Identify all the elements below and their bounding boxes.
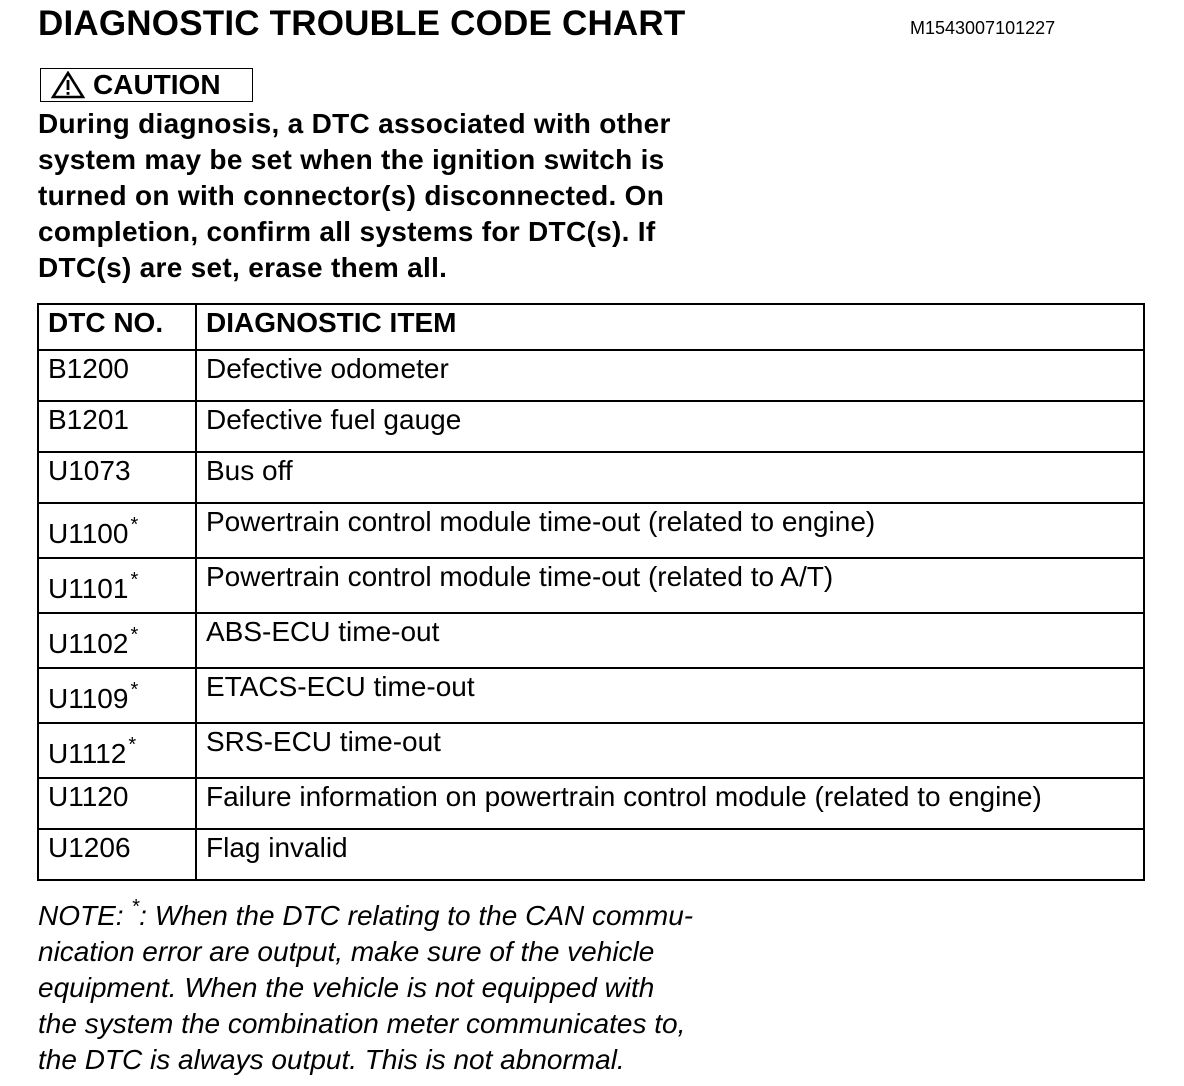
asterisk-mark: * — [130, 514, 139, 536]
table-row — [38, 613, 1144, 668]
table-row — [38, 350, 1144, 401]
dtc-code: U1073 — [38, 452, 196, 503]
table-row — [38, 503, 1144, 558]
asterisk-mark: * — [128, 734, 137, 756]
dtc-code: U1112 — [48, 738, 127, 769]
caution-line: completion, confirm all systems for DTC(s). If — [38, 216, 656, 247]
warning-triangle-icon — [51, 71, 85, 99]
diagnostic-item: Defective fuel gauge — [196, 401, 1144, 452]
dtc-code-cell — [38, 558, 196, 613]
table-row — [38, 778, 1144, 829]
table-row — [38, 668, 1144, 723]
dtc-code: B1200 — [38, 350, 196, 401]
dtc-code: U1101 — [48, 573, 129, 604]
diagnostic-item: Powertrain control module time-out (related to engine) — [196, 503, 1144, 558]
caution-label: CAUTION — [93, 69, 221, 100]
dtc-code: U1206 — [38, 829, 196, 880]
table-row — [38, 723, 1144, 778]
note-prefix: NOTE: — [38, 900, 132, 931]
diagnostic-item: Failure information on powertrain control module (related to engine) — [196, 778, 1144, 829]
caution-line: system may be set when the ignition switch is — [38, 144, 665, 175]
dtc-code-cell — [38, 503, 196, 558]
note-text — [38, 889, 798, 1078]
table-row — [38, 558, 1144, 613]
note-line: the system the combination meter communicates to, — [38, 1008, 686, 1039]
caution-line: turned on with connector(s) disconnected. On — [38, 180, 665, 211]
caution-text — [38, 106, 738, 286]
note-line: the DTC is always output. This is not abnormal. — [38, 1044, 625, 1075]
dtc-table — [37, 303, 1145, 881]
caution-line: During diagnosis, a DTC associated with other — [38, 108, 671, 139]
table-row — [38, 452, 1144, 503]
asterisk-mark: * — [130, 679, 139, 701]
note-line — [38, 889, 798, 934]
diagnostic-item: ETACS-ECU time-out — [196, 668, 1144, 723]
caution-line: DTC(s) are set, erase them all. — [38, 252, 448, 283]
header-dtc-no: DTC NO. — [38, 304, 196, 350]
dtc-code-cell — [38, 723, 196, 778]
diagnostic-item: Flag invalid — [196, 829, 1144, 880]
diagnostic-item: Bus off — [196, 452, 1144, 503]
page-title: DIAGNOSTIC TROUBLE CODE CHART — [38, 4, 686, 43]
caution-box — [40, 68, 253, 102]
table-row — [38, 401, 1144, 452]
dtc-code: U1120 — [38, 778, 196, 829]
note-line: nication error are output, make sure of the vehicle — [38, 936, 655, 967]
dtc-code: B1201 — [38, 401, 196, 452]
asterisk-mark: * — [130, 624, 139, 646]
dtc-code: U1102 — [48, 628, 129, 659]
table-header-row — [38, 304, 1144, 350]
document-id: M1543007101227 — [910, 18, 1056, 38]
note-line: equipment. When the vehicle is not equipped with — [38, 972, 655, 1003]
note-first-line: : When the DTC relating to the CAN commu- — [139, 900, 694, 931]
dtc-code: U1109 — [48, 683, 129, 714]
diagnostic-item: Defective odometer — [196, 350, 1144, 401]
dtc-code-cell — [38, 668, 196, 723]
table-row — [38, 829, 1144, 880]
header-diagnostic-item: DIAGNOSTIC ITEM — [196, 304, 1144, 350]
diagnostic-item: Powertrain control module time-out (related to A/T) — [196, 558, 1144, 613]
dtc-code-cell — [38, 613, 196, 668]
diagnostic-item: ABS-ECU time-out — [196, 613, 1144, 668]
asterisk-mark: * — [130, 569, 139, 591]
diagnostic-item: SRS-ECU time-out — [196, 723, 1144, 778]
asterisk-mark: * — [131, 896, 140, 918]
dtc-code: U1100 — [48, 518, 129, 549]
